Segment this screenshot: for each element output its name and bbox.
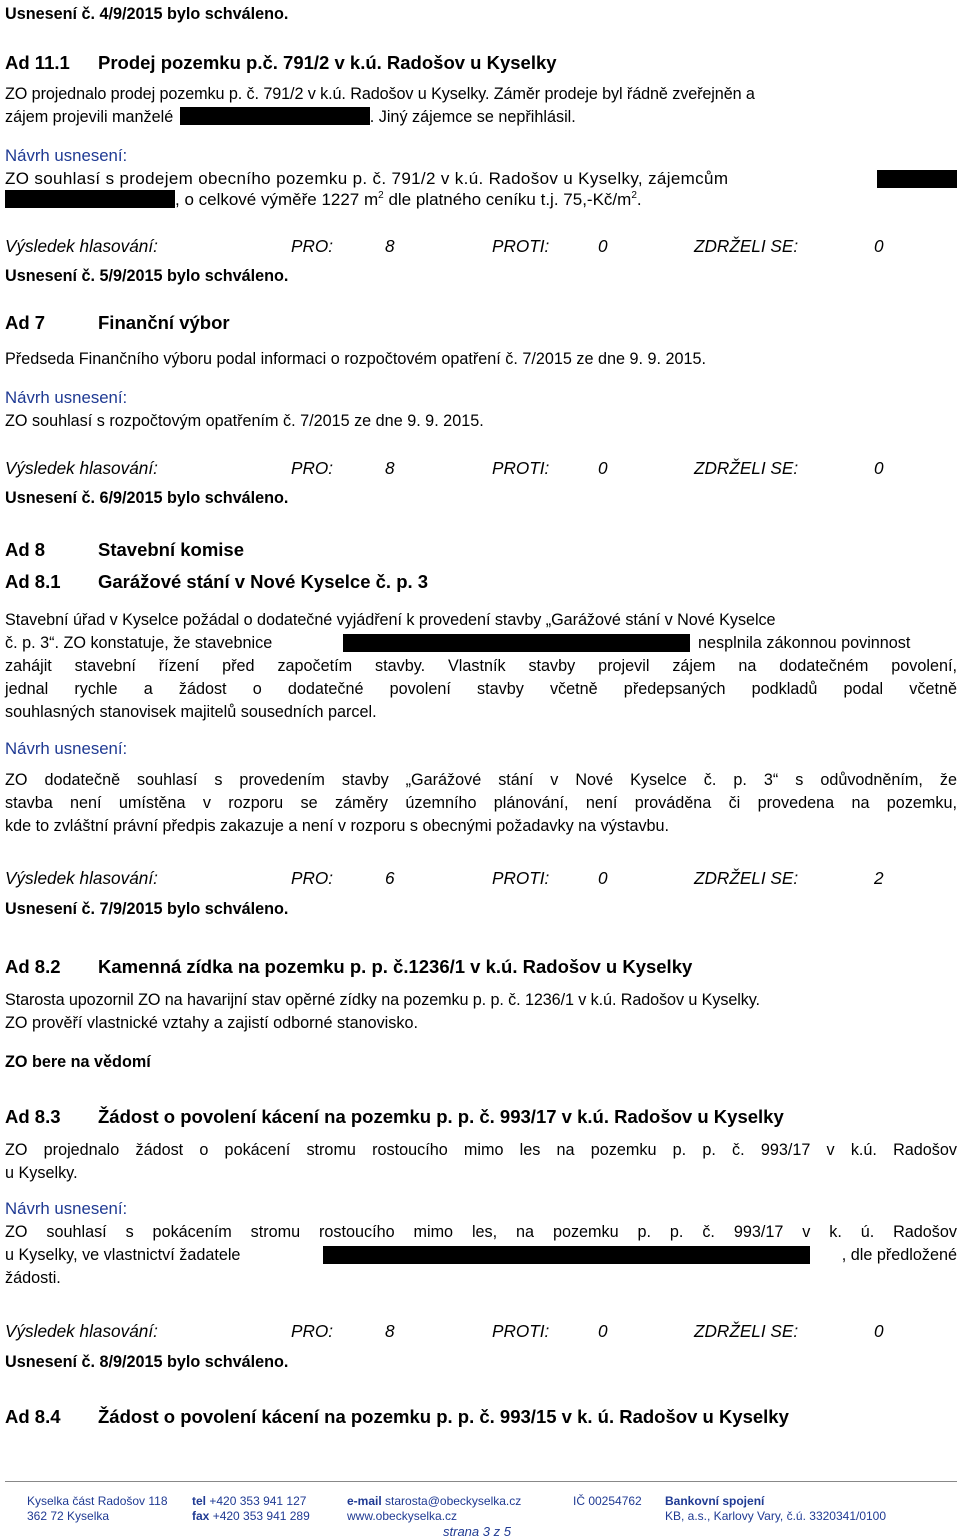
footer-bank-label bbox=[665, 1493, 764, 1509]
text-fragment: . bbox=[636, 190, 642, 209]
section-number: Ad 8.3 bbox=[5, 1106, 61, 1127]
vote-zdrzeli-label: ZDRŽELI SE: bbox=[694, 458, 799, 478]
footer-address-line-1: Kyselka část Radošov 118 bbox=[27, 1494, 168, 1508]
footer-label: Bankovní spojení bbox=[665, 1494, 765, 1508]
paragraph-line: Stavební úřad v Kyselce požádal o dodatečné vyjádření k provedení stavby „Garážové stání v Nové Kyselce bbox=[5, 611, 776, 629]
vote-label: Výsledek hlasování: bbox=[5, 868, 158, 888]
text-fragment: nesplnila zákonnou povinnost bbox=[698, 634, 911, 652]
section-number: Ad 11.1 bbox=[5, 52, 70, 73]
vote-proti-label: PROTI: bbox=[492, 458, 550, 478]
paragraph-line: ZO projednalo žádost o pokácení stromu rostoucího mimo les na pozemku p. p. č. 993/17 v k.ú. Radošov bbox=[5, 1141, 957, 1159]
section-number: Ad 8 bbox=[5, 539, 46, 560]
text-fragment: , dle předložené bbox=[841, 1246, 957, 1264]
redaction-box bbox=[343, 634, 690, 652]
vote-proti-value: 0 bbox=[598, 868, 608, 888]
vote-proti-label: PROTI: bbox=[492, 868, 550, 888]
section-title: Garážové stání v Nové Kyselce č. p. 3 bbox=[98, 571, 429, 592]
paragraph-line: jednal rychle a žádost o dodatečné povolení stavby včetně předepsaných podkladů podal včetně bbox=[5, 680, 957, 698]
vote-label: Výsledek hlasování: bbox=[5, 458, 158, 478]
vote-proti-value: 0 bbox=[598, 1321, 608, 1341]
footer-label: fax bbox=[192, 1509, 210, 1523]
section-8-heading bbox=[5, 539, 957, 561]
page-number: strana 3 z 5 bbox=[443, 1524, 511, 1539]
text-fragment: u Kyselky, ve vlastnictví žadatele bbox=[5, 1246, 241, 1264]
vote-zdrzeli-label: ZDRŽELI SE: bbox=[694, 1321, 799, 1341]
paragraph-line bbox=[5, 169, 957, 189]
section-title: Žádost o povolení kácení na pozemku p. p. č. 993/15 v k. ú. Radošov u Kyselky bbox=[98, 1406, 789, 1427]
footer-label: e-mail bbox=[347, 1494, 382, 1508]
redaction-box bbox=[323, 1246, 810, 1264]
vote-proti-label: PROTI: bbox=[492, 236, 550, 256]
paragraph-line: ZO projednalo prodej pozemku p. č. 791/2 v k.ú. Radošov u Kyselky. Záměr prodeje byl řádně zveřejněn a bbox=[5, 85, 755, 103]
note-acknowledged: ZO bere na vědomí bbox=[5, 1053, 151, 1071]
vote-pro-label: PRO: bbox=[291, 868, 334, 888]
section-8-1-heading bbox=[5, 571, 957, 593]
paragraph-line bbox=[5, 1245, 957, 1265]
section-title: Kamenná zídka na pozemku p. p. č.1236/1 v k.ú. Radošov u Kyselky bbox=[98, 956, 693, 977]
superscript: 2 bbox=[378, 190, 384, 201]
vote-pro-value: 8 bbox=[385, 236, 395, 256]
section-title: Prodej pozemku p.č. 791/2 v k.ú. Radošov u Kyselky bbox=[98, 52, 557, 73]
section-7-heading bbox=[5, 312, 957, 334]
section-title: Finanční výbor bbox=[98, 312, 230, 333]
vote-zdrzeli-value: 0 bbox=[874, 236, 884, 256]
section-number: Ad 8.4 bbox=[5, 1406, 61, 1427]
paragraph-line: u Kyselky. bbox=[5, 1164, 78, 1182]
text-fragment: ZO souhlasí s prodejem obecního pozemku p. č. 791/2 v k.ú. Radošov u Kyselky, zájemcům bbox=[5, 169, 729, 188]
section-8-3-heading bbox=[5, 1106, 957, 1128]
vote-zdrzeli-value: 0 bbox=[874, 1321, 884, 1341]
section-8-2-heading bbox=[5, 956, 957, 978]
footer-ic: IČ 00254762 bbox=[573, 1494, 642, 1508]
paragraph-line bbox=[5, 633, 957, 653]
vote-label: Výsledek hlasování: bbox=[5, 236, 158, 256]
paragraph-line: zahájit stavební řízení před započetím stavby. Vlastník stavby projevil zájem na dodatečném povolení, bbox=[5, 657, 957, 675]
resolution-6: Usnesení č. 6/9/2015 bylo schváleno. bbox=[5, 489, 289, 507]
paragraph-line bbox=[5, 107, 957, 127]
vote-zdrzeli-label: ZDRŽELI SE: bbox=[694, 236, 799, 256]
section-number: Ad 8.1 bbox=[5, 571, 61, 592]
footer-email-link[interactable]: starosta@obeckyselka.cz bbox=[385, 1494, 522, 1508]
footer-value: +420 353 941 289 bbox=[212, 1509, 310, 1523]
text-fragment: dle platného ceníku t.j. 75,-Kč/m bbox=[383, 190, 632, 209]
vote-pro-label: PRO: bbox=[291, 458, 334, 478]
redaction-box bbox=[180, 107, 370, 125]
proposal-label: Návrh usnesení: bbox=[5, 1199, 128, 1218]
footer-bank: KB, a.s., Karlovy Vary, č.ú. 3320341/0100 bbox=[665, 1509, 887, 1523]
resolution-7: Usnesení č. 7/9/2015 bylo schváleno. bbox=[5, 900, 289, 918]
vote-pro-label: PRO: bbox=[291, 236, 334, 256]
footer-divider bbox=[5, 1481, 957, 1482]
footer-email bbox=[347, 1493, 521, 1509]
proposal-label: Návrh usnesení: bbox=[5, 146, 128, 165]
footer-fax bbox=[192, 1508, 310, 1524]
vote-pro-value: 8 bbox=[385, 1321, 395, 1341]
section-number: Ad 8.2 bbox=[5, 956, 61, 977]
redaction-box bbox=[877, 170, 957, 188]
paragraph-line: Starosta upozornil ZO na havarijní stav opěrné zídky na pozemku p. p. č. 1236/1 v k.ú. Radošov u Kyselky. bbox=[5, 991, 760, 1009]
text-fragment: zájem projevili manželé bbox=[5, 108, 174, 126]
vote-proti-value: 0 bbox=[598, 458, 608, 478]
paragraph-line: ZO prověří vlastnické vztahy a zajistí odborné stanovisko. bbox=[5, 1014, 418, 1032]
paragraph-line: stavba není umístěna v rozporu se záměry územního plánování, není prováděna či provedena na pozemku, bbox=[5, 794, 957, 812]
proposal-label: Návrh usnesení: bbox=[5, 388, 128, 407]
footer-value: +420 353 941 127 bbox=[209, 1494, 307, 1508]
vote-proti-value: 0 bbox=[598, 236, 608, 256]
resolution-8: Usnesení č. 8/9/2015 bylo schváleno. bbox=[5, 1353, 289, 1371]
paragraph-line: ZO souhlasí s pokácením stromu rostoucího mimo les, na pozemku p. p. č. 993/17 v k. ú. Radošov bbox=[5, 1223, 957, 1241]
section-number: Ad 7 bbox=[5, 312, 46, 333]
vote-proti-label: PROTI: bbox=[492, 1321, 550, 1341]
paragraph-line: ZO dodatečně souhlasí s provedením stavby „Garážové stání v Nové Kyselce č. p. 3“ s odůvodněním, že bbox=[5, 771, 957, 789]
vote-zdrzeli-value: 2 bbox=[874, 868, 884, 888]
vote-pro-value: 6 bbox=[385, 868, 395, 888]
text-fragment: , o celkové výměře 1227 m bbox=[175, 190, 379, 209]
text-fragment: č. p. 3“. ZO konstatuje, že stavebnice bbox=[5, 634, 273, 652]
paragraph-line: kde to zvláštní právní předpis zakazuje a není v rozporu s obecnými požadavky na výstavbu. bbox=[5, 817, 670, 835]
vote-pro-label: PRO: bbox=[291, 1321, 334, 1341]
paragraph-line bbox=[5, 190, 957, 210]
paragraph-line: žádosti. bbox=[5, 1269, 61, 1287]
paragraph-line: Předseda Finančního výboru podal informaci o rozpočtovém opatření č. 7/2015 ze dne 9. 9. 2015. bbox=[5, 350, 706, 368]
footer-web-link[interactable]: www.obeckyselka.cz bbox=[347, 1509, 458, 1523]
paragraph-line: ZO souhlasí s rozpočtovým opatřením č. 7/2015 ze dne 9. 9. 2015. bbox=[5, 412, 484, 430]
proposal-label: Návrh usnesení: bbox=[5, 739, 128, 758]
resolution-4: Usnesení č. 4/9/2015 bylo schváleno. bbox=[5, 5, 289, 23]
vote-label: Výsledek hlasování: bbox=[5, 1321, 158, 1341]
section-8-4-heading bbox=[5, 1406, 957, 1428]
superscript: 2 bbox=[631, 190, 637, 201]
section-title: Stavební komise bbox=[98, 539, 245, 560]
vote-zdrzeli-value: 0 bbox=[874, 458, 884, 478]
section-title: Žádost o povolení kácení na pozemku p. p. č. 993/17 v k.ú. Radošov u Kyselky bbox=[98, 1106, 784, 1127]
redaction-box bbox=[5, 190, 175, 208]
section-11-1-heading bbox=[5, 52, 957, 74]
resolution-5: Usnesení č. 5/9/2015 bylo schváleno. bbox=[5, 267, 289, 285]
paragraph-line: souhlasných stanovisek majitelů sousedních parcel. bbox=[5, 703, 377, 721]
vote-pro-value: 8 bbox=[385, 458, 395, 478]
text-fragment: . Jiný zájemce se nepřihlásil. bbox=[369, 108, 576, 126]
footer-phone bbox=[192, 1493, 306, 1509]
footer-address-line-2: 362 72 Kyselka bbox=[27, 1509, 110, 1523]
vote-zdrzeli-label: ZDRŽELI SE: bbox=[694, 868, 799, 888]
footer-label: tel bbox=[192, 1494, 207, 1508]
